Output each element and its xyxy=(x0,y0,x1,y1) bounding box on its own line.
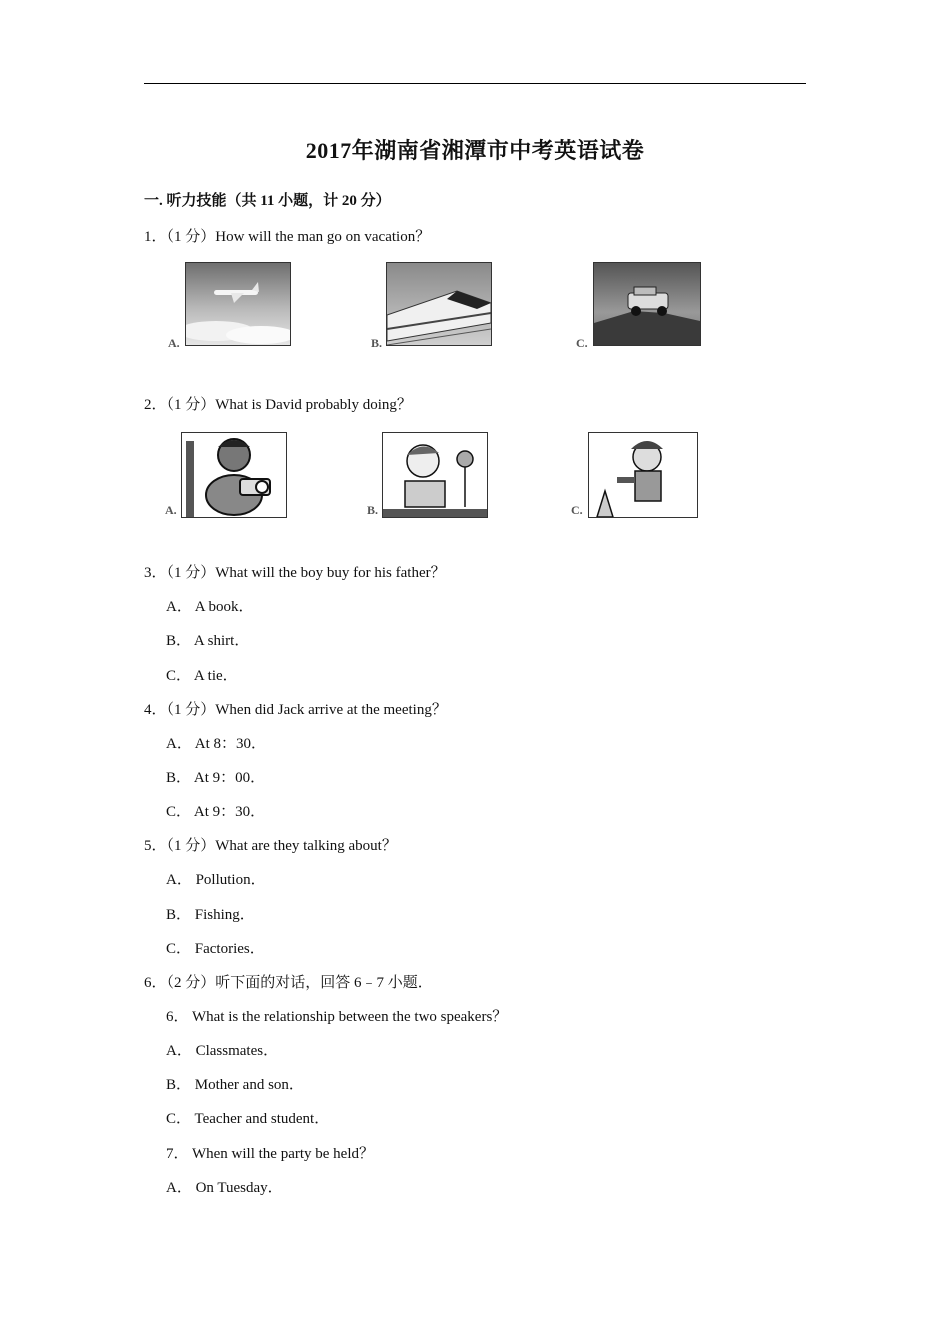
q1-option-b-picture xyxy=(370,258,500,353)
question-6: 6．（2 分）听下面的对话，回答 6﹣7 小题． xyxy=(144,975,433,991)
q6-option-b: B． Mother and son． xyxy=(166,1077,304,1093)
q1-option-a-picture xyxy=(165,258,295,353)
section-heading: 一. 听力技能（共 11 小题，计 20 分） xyxy=(144,193,391,209)
question-3: 3．（1 分）What will the boy buy for his father？ xyxy=(144,565,446,581)
q1-label-b: B. xyxy=(371,336,383,350)
q4-option-b: B． At 9：00． xyxy=(166,770,266,786)
question-2: 2．（1 分）What is David probably doing？ xyxy=(144,397,412,413)
q5-option-a: A． Pollution． xyxy=(166,872,266,888)
q1-label-a: A. xyxy=(168,336,180,350)
q6-option-c: C． Teacher and student． xyxy=(166,1111,330,1127)
question-5: 5．（1 分）What are they talking about？ xyxy=(144,838,397,854)
header-rule xyxy=(144,83,806,84)
boy-with-camera-icon xyxy=(182,433,286,517)
q2-option-c-picture xyxy=(568,430,718,522)
jeep-icon xyxy=(594,263,700,345)
q3-option-b: B． A shirt． xyxy=(166,633,250,649)
q5-option-c: C． Factories． xyxy=(166,941,265,957)
q7-option-a: A． On Tuesday． xyxy=(166,1180,283,1196)
q2-option-a-picture xyxy=(165,430,295,522)
question-1: 1．（1 分）How will the man go on vacation？ xyxy=(144,229,431,245)
question-4: 4．（1 分）When did Jack arrive at the meeting？ xyxy=(144,702,447,718)
q2-label-b: B. xyxy=(367,503,379,517)
q5-option-b: B． Fishing． xyxy=(166,907,255,923)
q2-option-b-picture xyxy=(366,430,496,522)
q7-sub-question: 7． When will the party be held？ xyxy=(166,1146,375,1162)
q3-option-c: C． A tie． xyxy=(166,668,238,684)
airplane-icon xyxy=(186,263,290,345)
q4-option-a: A． At 8：30． xyxy=(166,736,267,752)
q6-sub-question: 6． What is the relationship between the two speakers？ xyxy=(166,1009,508,1025)
q3-option-a: A． A book． xyxy=(166,599,254,615)
train-icon xyxy=(387,263,491,345)
q1-label-c: C. xyxy=(576,336,588,350)
man-with-hammer-icon xyxy=(589,433,697,517)
q2-label-c: C. xyxy=(571,503,583,517)
q2-label-a: A. xyxy=(165,503,177,517)
q1-option-c-picture xyxy=(573,258,713,353)
page-title: 2017年湖南省湘潭市中考英语试卷 xyxy=(305,138,645,163)
boy-reading-icon xyxy=(383,433,487,517)
q4-option-c: C． At 9：30． xyxy=(166,804,266,820)
q6-option-a: A． Classmates． xyxy=(166,1043,279,1059)
